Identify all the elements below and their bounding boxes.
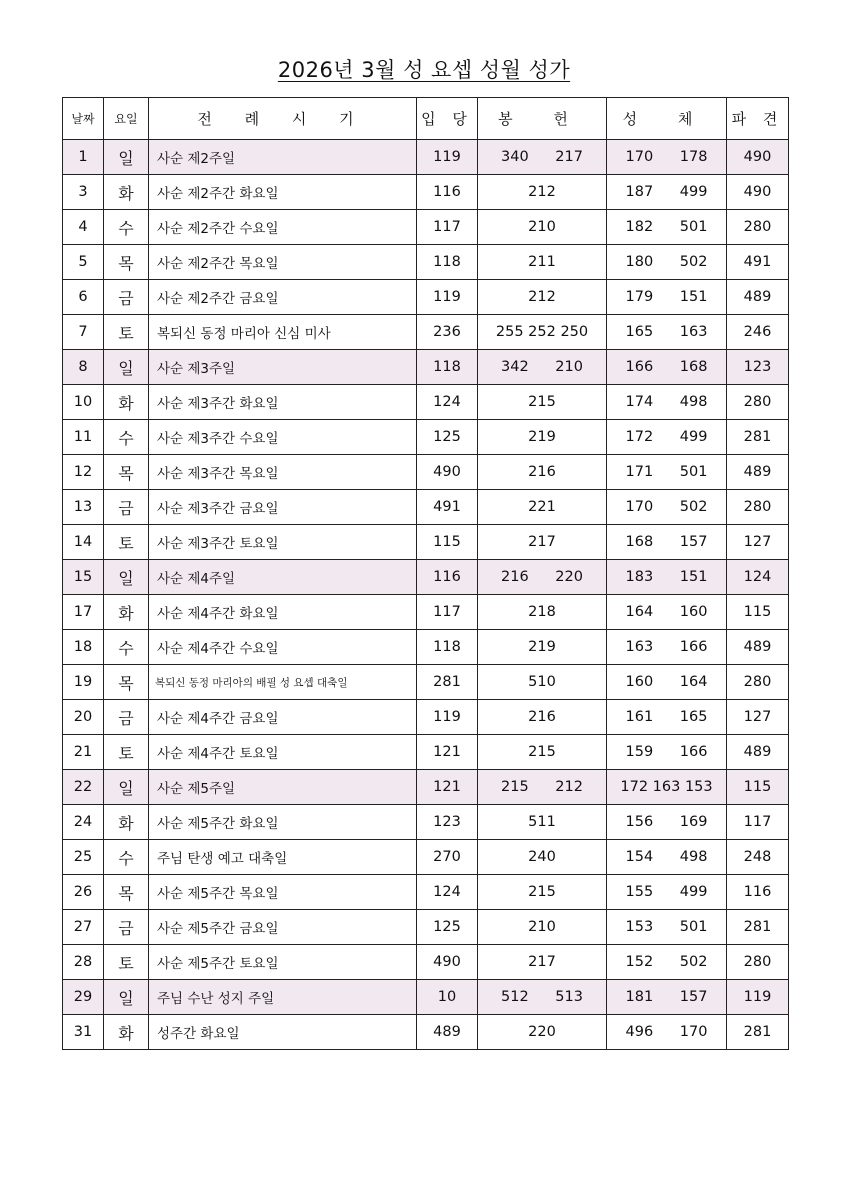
table-body (63, 140, 789, 1050)
liturgy-cell: 사순 제4주일 (149, 560, 417, 595)
date-cell: 22 (63, 770, 104, 805)
offertory-hymn-cell: 220 (478, 1015, 607, 1050)
dismissal-hymn-cell: 246 (727, 315, 789, 350)
weekday-cell: 화 (104, 175, 149, 210)
header-liturgy: 전 례 시 기 (149, 98, 417, 140)
liturgy-cell: 사순 제5주간 토요일 (149, 945, 417, 980)
weekday-cell: 토 (104, 945, 149, 980)
table-row (63, 210, 789, 245)
communion-hymn-cell: 155 499 (607, 875, 727, 910)
date-cell: 11 (63, 420, 104, 455)
dismissal-hymn-cell: 489 (727, 280, 789, 315)
dismissal-hymn-cell: 123 (727, 350, 789, 385)
table-row (63, 315, 789, 350)
offertory-hymn-cell: 212 (478, 175, 607, 210)
liturgy-cell: 사순 제5주일 (149, 770, 417, 805)
date-cell: 8 (63, 350, 104, 385)
entrance-hymn-cell: 10 (417, 980, 478, 1015)
date-cell: 27 (63, 910, 104, 945)
weekday-cell: 일 (104, 980, 149, 1015)
dismissal-hymn-cell: 281 (727, 420, 789, 455)
header-entrance: 입 당 (417, 98, 478, 140)
weekday-cell: 금 (104, 910, 149, 945)
dismissal-hymn-cell: 490 (727, 140, 789, 175)
entrance-hymn-cell: 125 (417, 910, 478, 945)
weekday-cell: 금 (104, 490, 149, 525)
weekday-cell: 목 (104, 455, 149, 490)
dismissal-hymn-cell: 489 (727, 455, 789, 490)
offertory-hymn-cell: 216 220 (478, 560, 607, 595)
entrance-hymn-cell: 123 (417, 805, 478, 840)
weekday-cell: 수 (104, 210, 149, 245)
weekday-cell: 수 (104, 630, 149, 665)
offertory-hymn-cell: 511 (478, 805, 607, 840)
date-cell: 17 (63, 595, 104, 630)
communion-hymn-cell: 166 168 (607, 350, 727, 385)
entrance-hymn-cell: 116 (417, 175, 478, 210)
date-cell: 3 (63, 175, 104, 210)
weekday-cell: 토 (104, 315, 149, 350)
weekday-cell: 수 (104, 840, 149, 875)
table-row (63, 490, 789, 525)
table-row (63, 420, 789, 455)
header-communion: 성 체 (607, 98, 727, 140)
hymn-schedule-table (62, 97, 789, 1050)
date-cell: 15 (63, 560, 104, 595)
entrance-hymn-cell: 119 (417, 280, 478, 315)
liturgy-cell: 사순 제2주간 수요일 (149, 210, 417, 245)
dismissal-hymn-cell: 117 (727, 805, 789, 840)
communion-hymn-cell: 152 502 (607, 945, 727, 980)
table-row (63, 1015, 789, 1050)
liturgy-cell: 사순 제3주일 (149, 350, 417, 385)
dismissal-hymn-cell: 489 (727, 735, 789, 770)
date-cell: 20 (63, 700, 104, 735)
offertory-hymn-cell: 217 (478, 945, 607, 980)
offertory-hymn-cell: 221 (478, 490, 607, 525)
dismissal-hymn-cell: 280 (727, 210, 789, 245)
header-date: 날짜 (63, 98, 104, 140)
liturgy-cell: 사순 제2주일 (149, 140, 417, 175)
entrance-hymn-cell: 491 (417, 490, 478, 525)
date-cell: 28 (63, 945, 104, 980)
table-row (63, 560, 789, 595)
communion-hymn-cell: 156 169 (607, 805, 727, 840)
dismissal-hymn-cell: 491 (727, 245, 789, 280)
liturgy-cell: 주님 탄생 예고 대축일 (149, 840, 417, 875)
entrance-hymn-cell: 490 (417, 455, 478, 490)
communion-hymn-cell: 181 157 (607, 980, 727, 1015)
liturgy-cell: 복되신 동정 마리아 신심 미사 (149, 315, 417, 350)
communion-hymn-cell: 168 157 (607, 525, 727, 560)
date-cell: 26 (63, 875, 104, 910)
dismissal-hymn-cell: 115 (727, 595, 789, 630)
offertory-hymn-cell: 340 217 (478, 140, 607, 175)
table-row (63, 875, 789, 910)
table-row (63, 665, 789, 700)
date-cell: 7 (63, 315, 104, 350)
dismissal-hymn-cell: 127 (727, 700, 789, 735)
entrance-hymn-cell: 121 (417, 770, 478, 805)
entrance-hymn-cell: 125 (417, 420, 478, 455)
entrance-hymn-cell: 124 (417, 385, 478, 420)
offertory-hymn-cell: 215 (478, 385, 607, 420)
weekday-cell: 수 (104, 420, 149, 455)
entrance-hymn-cell: 118 (417, 245, 478, 280)
weekday-cell: 일 (104, 770, 149, 805)
dismissal-hymn-cell: 280 (727, 385, 789, 420)
entrance-hymn-cell: 115 (417, 525, 478, 560)
offertory-hymn-cell: 217 (478, 525, 607, 560)
dismissal-hymn-cell: 280 (727, 945, 789, 980)
offertory-hymn-cell: 219 (478, 630, 607, 665)
offertory-hymn-cell: 219 (478, 420, 607, 455)
table-row (63, 350, 789, 385)
communion-hymn-cell: 180 502 (607, 245, 727, 280)
entrance-hymn-cell: 236 (417, 315, 478, 350)
date-cell: 1 (63, 140, 104, 175)
date-cell: 29 (63, 980, 104, 1015)
offertory-hymn-cell: 215 (478, 875, 607, 910)
date-cell: 6 (63, 280, 104, 315)
entrance-hymn-cell: 119 (417, 700, 478, 735)
offertory-hymn-cell: 240 (478, 840, 607, 875)
entrance-hymn-cell: 121 (417, 735, 478, 770)
date-cell: 14 (63, 525, 104, 560)
date-cell: 24 (63, 805, 104, 840)
entrance-hymn-cell: 118 (417, 350, 478, 385)
liturgy-cell: 사순 제2주간 목요일 (149, 245, 417, 280)
liturgy-cell: 사순 제4주간 수요일 (149, 630, 417, 665)
offertory-hymn-cell: 342 210 (478, 350, 607, 385)
communion-hymn-cell: 159 166 (607, 735, 727, 770)
offertory-hymn-cell: 510 (478, 665, 607, 700)
weekday-cell: 목 (104, 245, 149, 280)
weekday-cell: 금 (104, 280, 149, 315)
offertory-hymn-cell: 210 (478, 210, 607, 245)
entrance-hymn-cell: 270 (417, 840, 478, 875)
table-row (63, 980, 789, 1015)
liturgy-cell: 사순 제5주간 목요일 (149, 875, 417, 910)
dismissal-hymn-cell: 490 (727, 175, 789, 210)
dismissal-hymn-cell: 281 (727, 910, 789, 945)
table-row (63, 525, 789, 560)
date-cell: 4 (63, 210, 104, 245)
table-row (63, 805, 789, 840)
date-cell: 18 (63, 630, 104, 665)
communion-hymn-cell: 179 151 (607, 280, 727, 315)
dismissal-hymn-cell: 116 (727, 875, 789, 910)
liturgy-cell: 성주간 화요일 (149, 1015, 417, 1050)
table-row (63, 175, 789, 210)
offertory-hymn-cell: 210 (478, 910, 607, 945)
table-row (63, 840, 789, 875)
date-cell: 25 (63, 840, 104, 875)
liturgy-cell: 사순 제4주간 화요일 (149, 595, 417, 630)
liturgy-cell: 주님 수난 성지 주일 (149, 980, 417, 1015)
communion-hymn-cell: 163 166 (607, 630, 727, 665)
weekday-cell: 화 (104, 385, 149, 420)
page-title (0, 54, 848, 84)
communion-hymn-cell: 160 164 (607, 665, 727, 700)
communion-hymn-cell: 496 170 (607, 1015, 727, 1050)
communion-hymn-cell: 172 499 (607, 420, 727, 455)
dismissal-hymn-cell: 280 (727, 490, 789, 525)
date-cell: 5 (63, 245, 104, 280)
weekday-cell: 화 (104, 1015, 149, 1050)
table-row (63, 245, 789, 280)
date-cell: 21 (63, 735, 104, 770)
communion-hymn-cell: 187 499 (607, 175, 727, 210)
liturgy-cell: 사순 제3주간 화요일 (149, 385, 417, 420)
date-cell: 12 (63, 455, 104, 490)
dismissal-hymn-cell: 281 (727, 1015, 789, 1050)
weekday-cell: 목 (104, 875, 149, 910)
weekday-cell: 일 (104, 140, 149, 175)
entrance-hymn-cell: 117 (417, 595, 478, 630)
entrance-hymn-cell: 118 (417, 630, 478, 665)
dismissal-hymn-cell: 119 (727, 980, 789, 1015)
date-cell: 10 (63, 385, 104, 420)
offertory-hymn-cell: 255 252 250 (478, 315, 607, 350)
weekday-cell: 토 (104, 525, 149, 560)
liturgy-cell: 사순 제4주간 금요일 (149, 700, 417, 735)
offertory-hymn-cell: 218 (478, 595, 607, 630)
offertory-hymn-cell: 212 (478, 280, 607, 315)
date-cell: 31 (63, 1015, 104, 1050)
entrance-hymn-cell: 124 (417, 875, 478, 910)
entrance-hymn-cell: 119 (417, 140, 478, 175)
date-cell: 19 (63, 665, 104, 700)
entrance-hymn-cell: 489 (417, 1015, 478, 1050)
table-row (63, 455, 789, 490)
date-cell: 13 (63, 490, 104, 525)
table-row (63, 735, 789, 770)
table-row (63, 945, 789, 980)
liturgy-cell: 사순 제5주간 화요일 (149, 805, 417, 840)
liturgy-cell: 사순 제3주간 토요일 (149, 525, 417, 560)
offertory-hymn-cell: 215 (478, 735, 607, 770)
dismissal-hymn-cell: 124 (727, 560, 789, 595)
communion-hymn-cell: 172 163 153 (607, 770, 727, 805)
communion-hymn-cell: 182 501 (607, 210, 727, 245)
weekday-cell: 일 (104, 560, 149, 595)
table-row (63, 280, 789, 315)
entrance-hymn-cell: 490 (417, 945, 478, 980)
offertory-hymn-cell: 216 (478, 455, 607, 490)
communion-hymn-cell: 174 498 (607, 385, 727, 420)
table-row (63, 385, 789, 420)
offertory-hymn-cell: 512 513 (478, 980, 607, 1015)
dismissal-hymn-cell: 280 (727, 665, 789, 700)
entrance-hymn-cell: 117 (417, 210, 478, 245)
header-row (63, 98, 789, 140)
header-offertory: 봉 헌 (478, 98, 607, 140)
liturgy-cell: 사순 제2주간 화요일 (149, 175, 417, 210)
communion-hymn-cell: 154 498 (607, 840, 727, 875)
communion-hymn-cell: 165 163 (607, 315, 727, 350)
table-row (63, 910, 789, 945)
weekday-cell: 화 (104, 805, 149, 840)
weekday-cell: 토 (104, 735, 149, 770)
offertory-hymn-cell: 216 (478, 700, 607, 735)
table-row (63, 595, 789, 630)
offertory-hymn-cell: 211 (478, 245, 607, 280)
weekday-cell: 일 (104, 350, 149, 385)
liturgy-cell: 사순 제3주간 수요일 (149, 420, 417, 455)
liturgy-cell: 사순 제3주간 금요일 (149, 490, 417, 525)
weekday-cell: 목 (104, 665, 149, 700)
table-row (63, 770, 789, 805)
weekday-cell: 화 (104, 595, 149, 630)
entrance-hymn-cell: 281 (417, 665, 478, 700)
communion-hymn-cell: 170 178 (607, 140, 727, 175)
liturgy-cell: 사순 제2주간 금요일 (149, 280, 417, 315)
communion-hymn-cell: 164 160 (607, 595, 727, 630)
dismissal-hymn-cell: 127 (727, 525, 789, 560)
header-dismissal: 파 견 (727, 98, 789, 140)
communion-hymn-cell: 183 151 (607, 560, 727, 595)
liturgy-cell: 사순 제5주간 금요일 (149, 910, 417, 945)
table-row (63, 630, 789, 665)
title-text: 2026년 3월 성 요셉 성월 성가 (277, 58, 571, 82)
offertory-hymn-cell: 215 212 (478, 770, 607, 805)
header-weekday: 요일 (104, 98, 149, 140)
liturgy-cell: 사순 제4주간 토요일 (149, 735, 417, 770)
table-row (63, 140, 789, 175)
table-row (63, 700, 789, 735)
communion-hymn-cell: 171 501 (607, 455, 727, 490)
dismissal-hymn-cell: 489 (727, 630, 789, 665)
liturgy-cell: 사순 제3주간 목요일 (149, 455, 417, 490)
communion-hymn-cell: 153 501 (607, 910, 727, 945)
dismissal-hymn-cell: 115 (727, 770, 789, 805)
entrance-hymn-cell: 116 (417, 560, 478, 595)
communion-hymn-cell: 161 165 (607, 700, 727, 735)
liturgy-cell: 복되신 동정 마리아의 배필 성 요셉 대축일 (149, 665, 417, 700)
dismissal-hymn-cell: 248 (727, 840, 789, 875)
weekday-cell: 금 (104, 700, 149, 735)
communion-hymn-cell: 170 502 (607, 490, 727, 525)
